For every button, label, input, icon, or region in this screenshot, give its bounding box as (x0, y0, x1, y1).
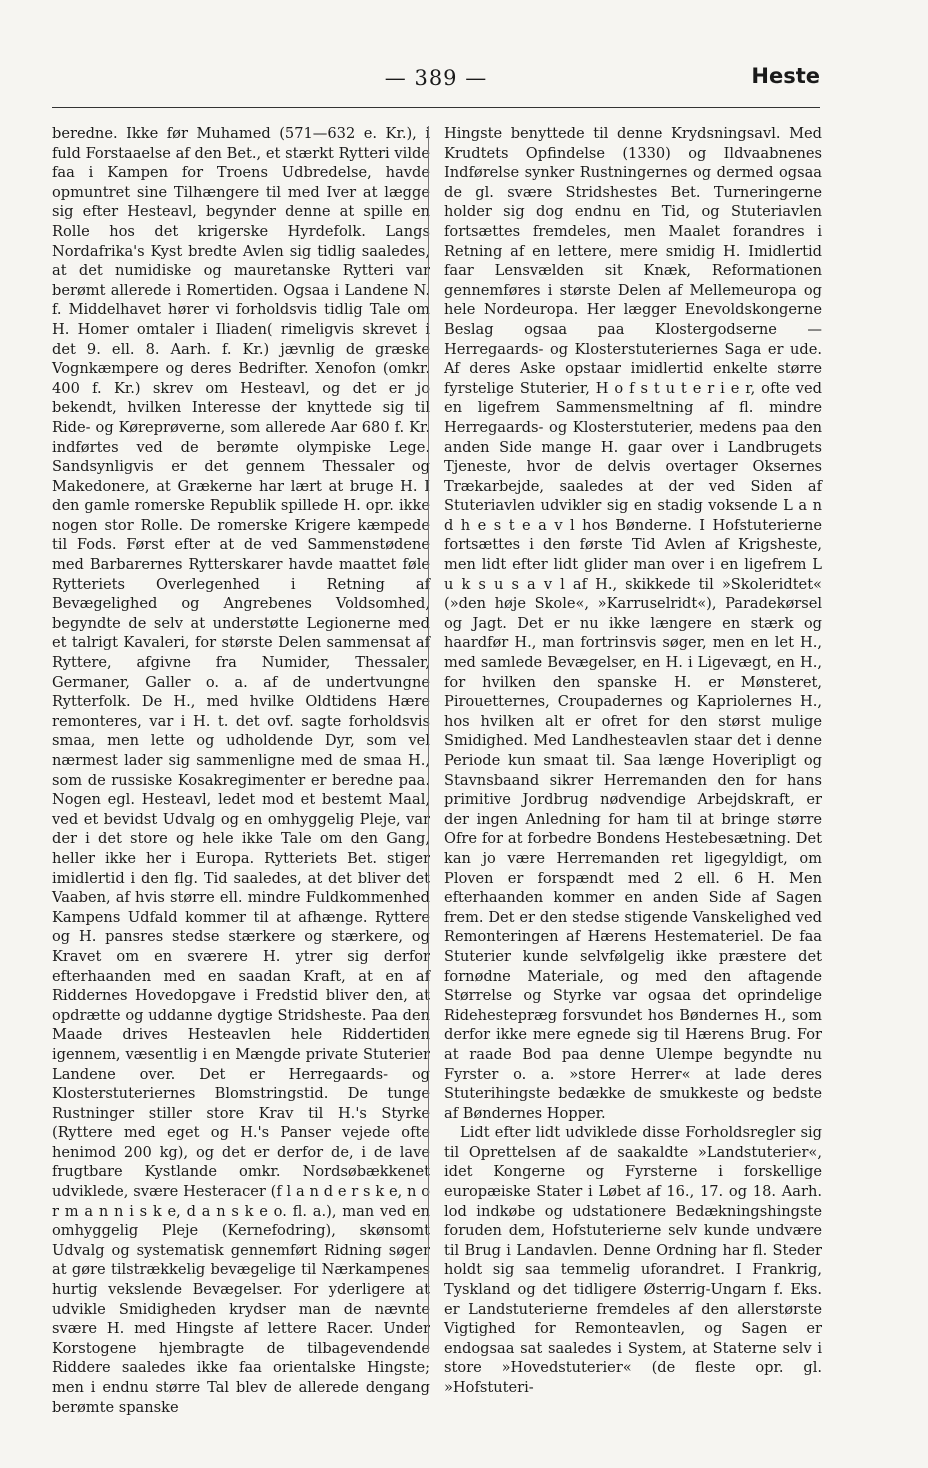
header-rule (52, 107, 820, 108)
paragraph: Lidt efter lidt udviklede disse Forholdsregler sig til Oprettelsen af de saakaldte »Landstuterier«, idet Kongerne og Fyrsterne i forskellige europæiske Stater i Løbet af 16., 17. og 18. Aarh. lod indkøbe og udstationere Bedækningshingste foruden dem, Hofstuterierne selv kunde undvære til Brug i Landavlen. Denne Ordning har fl. Steder holdt sig saa temmelig uforandret. I Frankrig, Tyskland og det tidligere Østerrig-Ungarn f. Eks. er Landstuterierne fremdeles af den allerstørste Vigtighed for Remonteavlen, og Sagen er endogsaa sat saaledes i System, at Staterne selv i store »Hovedstuterier« (de fleste opr. gl. »Hofstuteri- (444, 1124, 822, 1396)
paragraph: beredne. Ikke før Muhamed (571—632 e. Kr.), i fuld Forstaaelse af den Bet., et stærkt Rytteri vilde faa i Kampen for Troens Udbredelse, havde opmuntret sine Tilhængere til med Iver at lægge sig efter Hesteavl, begynder denne at spille en Rolle hos det krigerske Hyrdefolk. Langs Nordafrika's Kyst bredte Avlen sig tidlig saaledes, at det numidiske og mauretanske Rytteri var berømt allerede i Romertiden. Ogsaa i Landene N. f. Middelhavet hører vi forholdsvis tidlig Tale om H. Homer omtaler i Iliaden( rimeligvis skrevet i det 9. ell. 8. Aarh. f. Kr.) jævnlig de græske Vognkæmpere og deres Bedrifter. Xenofon (omkr. 400 f. Kr.) skrev om Hesteavl, og det er jo bekendt, hvilken Interesse der knyttede sig til Ride- og Køreprøverne, som allerede Aar 680 f. Kr. indførtes ved de berømte olympiske Lege. Sandsynligvis er det gennem Thessaler og Makedonere, at Grækerne har lært at bruge H. I den gamle romerske Republik spillede H. opr. ikke nogen stor Rolle. De romerske Krigere kæmpede til Fods. Først efter at de ved Sammenstødene med Barbarernes Rytterskarer havde maattet føle Rytteriets Overlegenhed i Retning af Bevægelighed og Angrebenes Voldsomhed, begyndte de selv at understøtte Legionerne med et talrigt Kavaleri, for største Delen sammensat af Ryttere, afgivne fra Numider, Thessaler, Germaner, Galler o. a. af de undertvungne Rytterfolk. De H., med hvilke Oldtidens Hære remonteres, var i H. t. det ovf. sagte forholdsvis smaa, men lette og udholdende Dyr, som vel nærmest lader sig sammenligne med de smaa H., som de russiske Kosakregimenter er beredne paa. Nogen egl. Hesteavl, ledet mod et bestemt Maal, ved et bevidst Udvalg og en omhyggelig Pleje, var der i det store og hele ikke Tale om den Gang, heller ikke her i Europa. Rytteriets Bet. stiger imidlertid i den flg. Tid saaledes, at det bliver det Vaaben, af hvis større ell. mindre Fuldkommenhed Kampens Udfald kommer til at afhænge. Ryttere og H. pansres stedse stærkere og stærkere, og Kravet om en sværere H. ytrer sig derfor efterhaanden med en saadan Kraft, at en af Riddernes Hovedopgave i Fredstid bliver den, at opdrætte og uddanne dygtige Stridsheste. Paa den Maade drives Hesteavlen hele Riddertiden igennem, væsentlig i en Mængde private Stuterier Landene over. Det er Herregaards- og Klosterstuteriernes Blomstringstid. De tunge Rustninger stiller store Krav til H.'s Styrke (Ryttere med eget og H.'s Panser vejede ofte henimod 200 kg), og det er derfor de, i de lave frugtbare Kystlande omkr. Nordsøbækkenet udviklede, svære Hesteracer (f l a n d e r s k e, n o r m a n n i s k e, d a n s k e o. fl. a.), man ved en omhyggelig Pleje (Kernefodring), skønsomt Udvalg og systematisk gennemført Ridning søger at gøre tilstrækkelig bevægelige til Nærkampenes hurtig vekslende Bevægelser. For yderligere at udvikle Smidigheden krydser man de nævnte svære H. med Hingste af lettere Racer. Under Korstogene hjembragte de tilbagevendende Riddere saaledes ikke faa orientalske Hingste; men i endnu større Tal blev de allerede dengang berømte spanske (52, 125, 430, 1416)
right-column (444, 124, 822, 1398)
page-number: — 389 — (384, 66, 488, 90)
page-header (52, 66, 820, 98)
running-head: Heste (751, 64, 820, 88)
left-column (52, 124, 430, 1417)
paragraph: Hingste benyttede til denne Krydsningsavl. Med Krudtets Opfindelse (1330) og Ildvaabnenes Indførelse synker Rustningernes og dermed ogsaa de gl. svære Stridshestes Bet. Turneringerne holder sig dog endnu en Tid, og Stuteriavlen fortsættes fremdeles, men Maalet forandres i Retning af en lettere, mere smidig H. Imidlertid faar Lensvælden sit Knæk, Reformationen gennemføres i største Delen af Mellemeuropa og hele Nordeuropa. Her lægger Enevoldskongerne Beslag ogsaa paa Klostergodserne — Herregaards- og Klosterstuteriernes Saga er ude. Af deres Aske opstaar imidlertid enkelte større fyrstelige Stuterier, H o f s t u t e r i e r, ofte ved en ligefrem Sammensmeltning af fl. mindre Herregaards- og Klosterstuterier, medens paa den anden Side mange H. gaar over i Landbrugets Tjeneste, hvor de delvis overtager Oksernes Trækarbejde, saaledes at der ved Siden af Stuteriavlen udvikler sig en stadig voksende L a n d h e s t e a v l hos Bønderne. I Hofstuterierne fortsættes i den første Tid Avlen af Krigsheste, men lidt efter lidt glider man over i en ligefrem L u k s u s a v l af H., skikkede til »Skoleridtet« (»den høje Skole«, »Karruselridt«), Paradekørsel og Jagt. Det er nu ikke længere en stærk og haardfør H., man fortrinsvis søger, men en let H., med samlede Bevægelser, en H. i Ligevægt, en H., for hvilken den spanske H. er Mønsteret, Pirouetternes, Croupadernes og Kapriolernes H., hos hvilken alt er ofret for den størst mulige Smidighed. Med Landhesteavlen staar det i denne Periode kun smaat til. Saa længe Hoveripligt og Stavnsbaand sikrer Herremanden den for hans primitive Jordbrug nødvendige Arbejdskraft, er der ingen Anledning for ham til at bringe større Ofre for at forbedre Bondens Hestebesætning. Det kan jo være Herremanden ret ligegyldigt, om Ploven er forspændt med 2 ell. 6 H. Men efterhaanden kommer en anden Side af Sagen frem. Det er den stedse stigende Vanskelighed ved Remonteringen af Hærens Hestemateriel. De faa Stuterier kunde selvfølgelig ikke præstere det fornødne Materiale, og med den aftagende Størrelse og Styrke var ogsaa det oprindelige Ridehestepræg forsvundet hos Bøndernes H., som derfor ikke mere egnede sig til Hærens Brug. For at raade Bod paa denne Ulempe begyndte nu Fyrster o. a. »store Herrer« at lade deres Stuterihingste bedække de smukkeste og bedste af Bøndernes Hopper. (444, 125, 822, 1122)
column-divider (428, 126, 429, 1350)
